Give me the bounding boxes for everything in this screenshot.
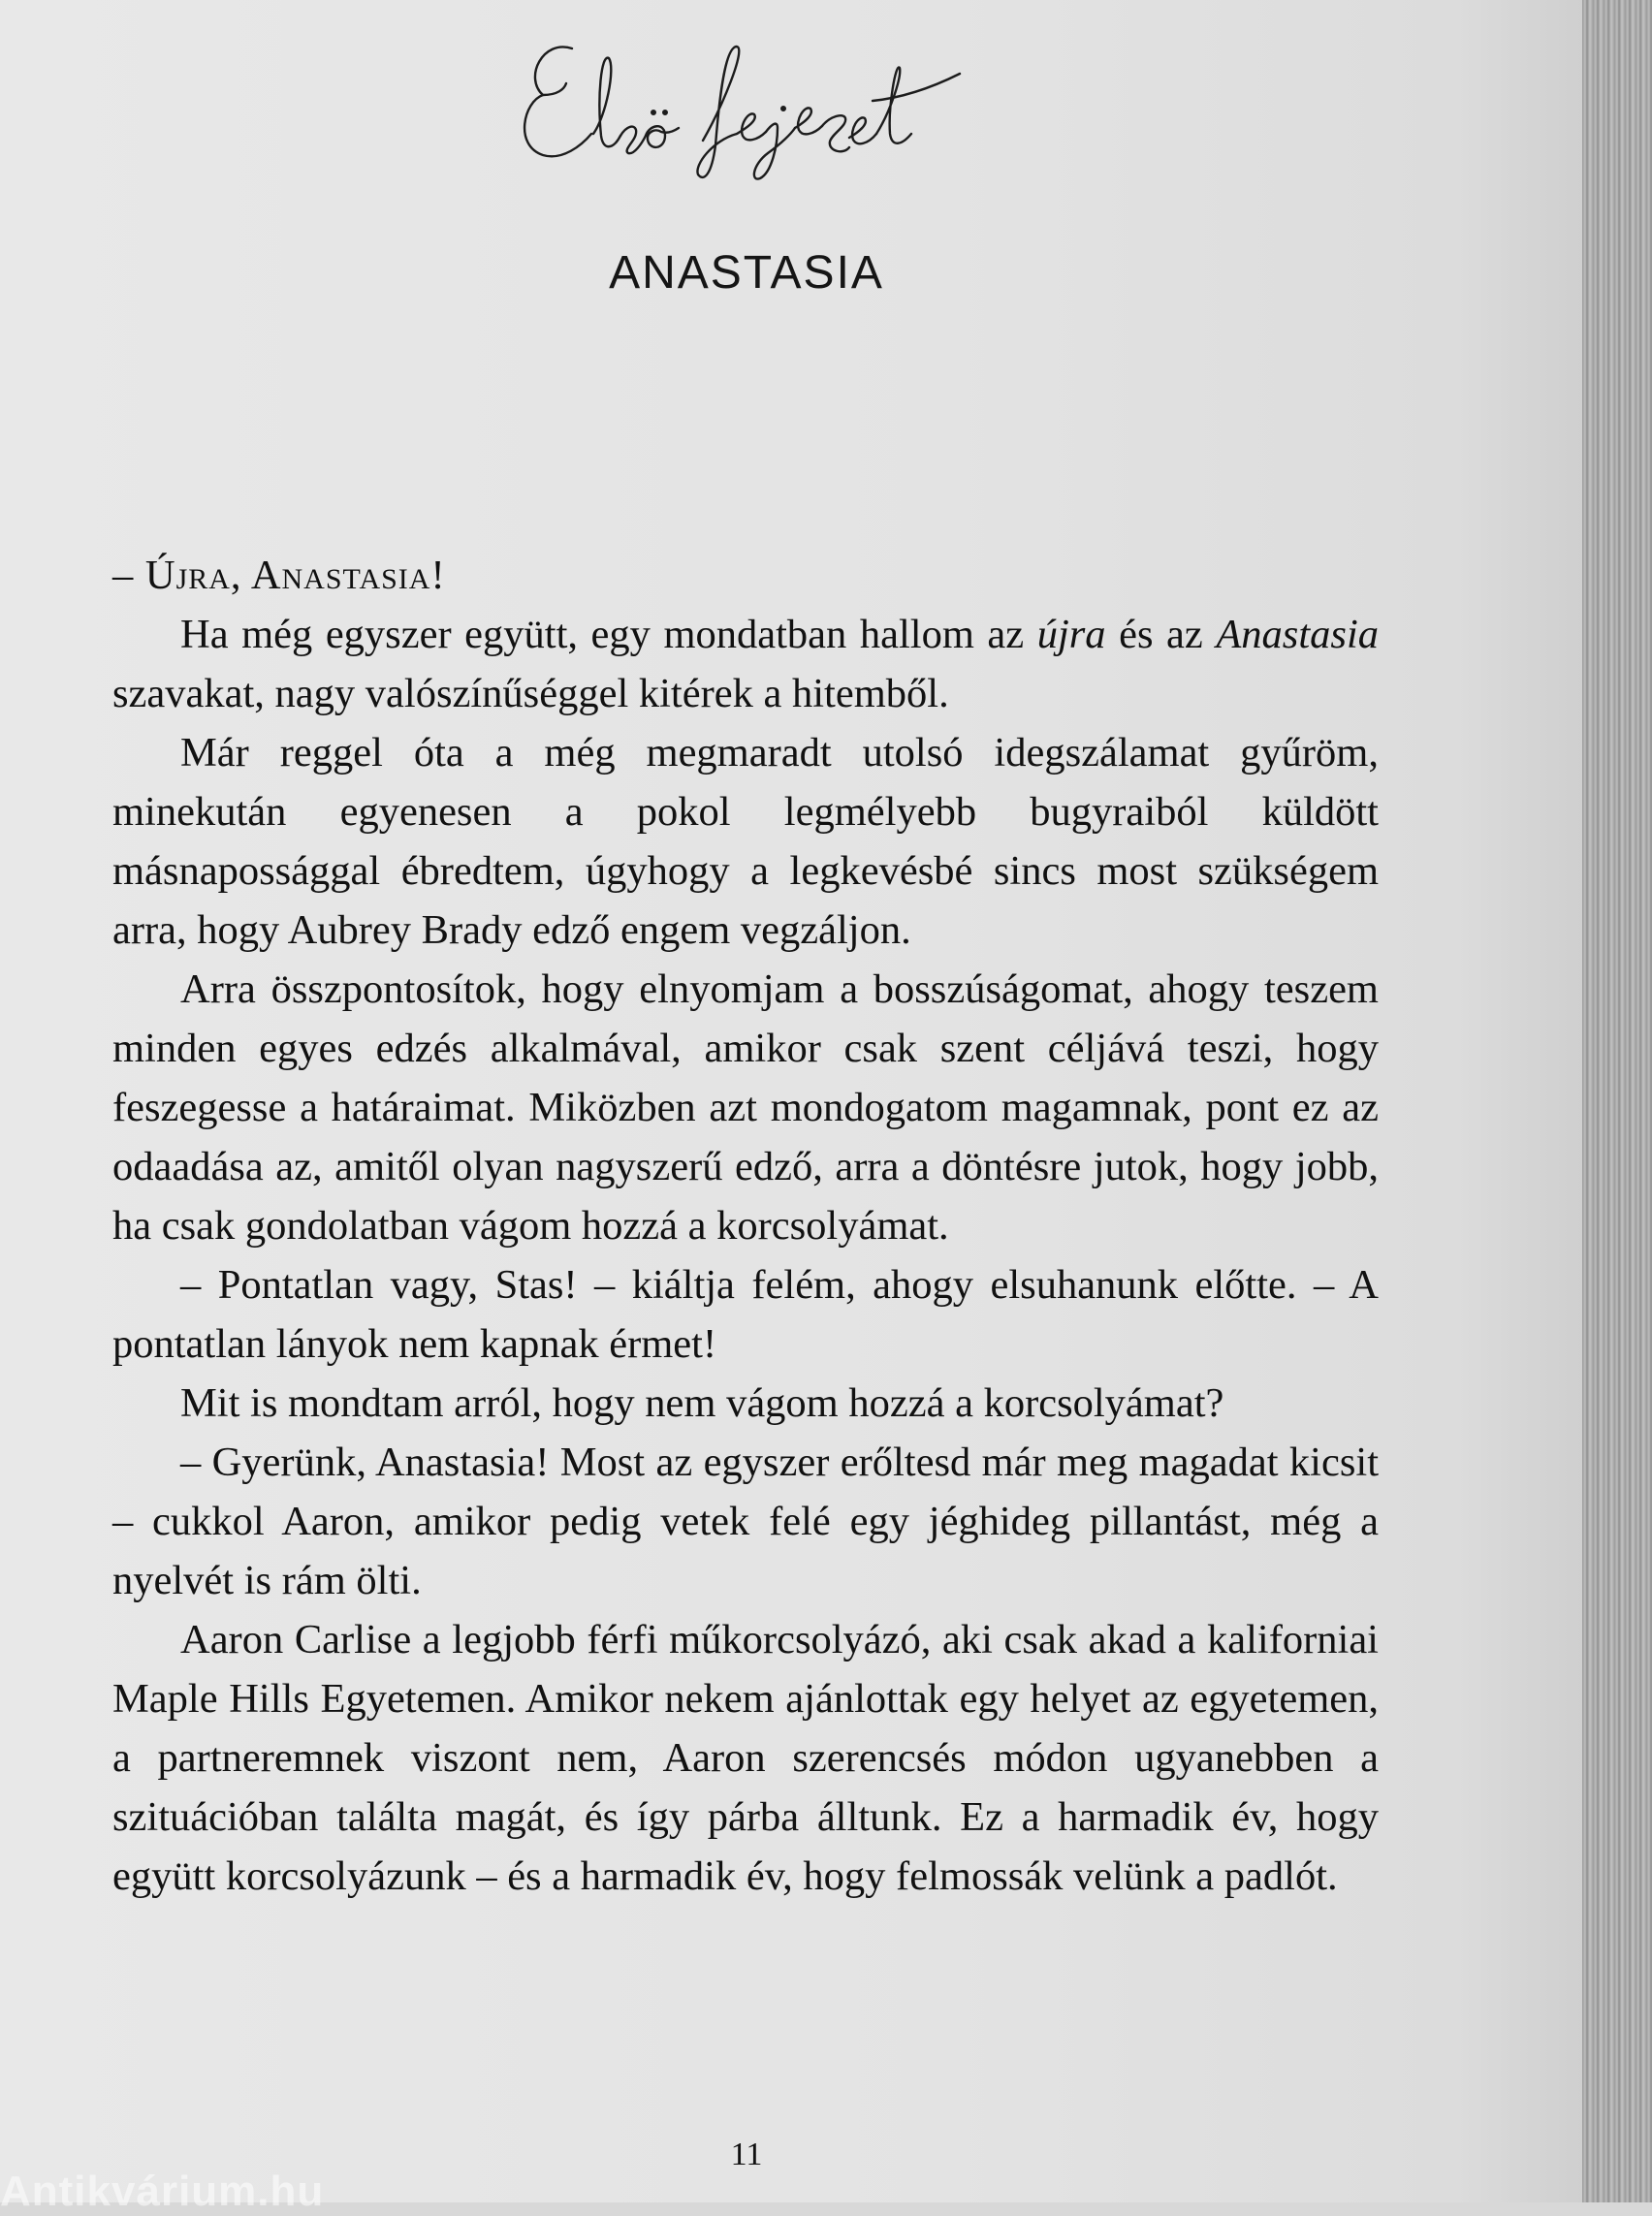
paragraph-1 (112, 605, 1379, 723)
watermark: Antikvárium.hu (0, 2168, 325, 2215)
p1-emphasis-anastasia: Anastasia (1216, 612, 1379, 657)
paragraph-7: Aaron Carlise a legjobb férfi műkorcsolyázó, aki csak akad a kaliforniai Maple Hills Egyetemen. Amikor nekem ajánlottak egy helyet az egyetemen, a partneremnek viszont nem, Aaron szerencsés módon ugyanebben a szituációban találta magát, és így párba álltunk. Ez a harmadik év, hogy együtt korcsolyázunk – és a harmadik év, hogy felmossák velünk a padlót. (112, 1617, 1379, 1899)
p1-text-a: Ha még egyszer együtt, egy mondatban hallom az (180, 612, 1037, 657)
chapter-script-title (504, 19, 1008, 184)
body-text (112, 546, 1379, 1906)
paragraph-3: Arra összpontosítok, hogy elnyomjam a bosszúságomat, ahogy teszem minden egyes edzés alkalmával, amikor csak szent céljává teszi, hogy feszegesse a határaimat. Miközben azt mondogatom magamnak, pont ez az odaadása az, amitől olyan nagyszerű edző, arra a döntésre jutok, hogy jobb, ha csak gondolatban vágom hozzá a korcsolyámat. (112, 966, 1379, 1249)
chapter-pov-name: ANASTASIA (609, 247, 884, 299)
paragraph-4: – Pontatlan vagy, Stas! – kiáltja felém, ahogy elsuhanunk előtte. – A pontatlan lányok nem kapnak érmet! (112, 1262, 1379, 1367)
opening-line-text: – Újra, Anastasia! (112, 553, 446, 598)
p1-emphasis-ujra: újra (1036, 612, 1106, 657)
page-stack-edge (1582, 0, 1652, 2202)
p1-text-b: és az (1105, 612, 1217, 657)
paragraph-5: Mit is mondtam arról, hogy nem vágom hozzá a korcsolyámat? (180, 1380, 1224, 1426)
p1-text-c: szavakat, nagy valószínűséggel kitérek a hitemből. (112, 671, 949, 716)
paragraph-6: – Gyerünk, Anastasia! Most az egyszer erőltesd már meg magadat kicsit – cukkol Aaron, amikor pedig vetek felé egy jéghideg pillantást, még a nyelvét is rám ölti. (112, 1440, 1379, 1603)
paragraph-2: Már reggel óta a még megmaradt utolsó idegszálamat gyűröm, minekután egyenesen a pokol legmélyebb bugyraiból küldött másnapossággal ébredtem, úgyhogy a legkevésbé sincs most szükségem arra, hogy Aubrey Brady edző engem vegzáljon. (112, 730, 1379, 953)
opening-line (112, 546, 1379, 605)
page-number: 11 (730, 2137, 763, 2172)
